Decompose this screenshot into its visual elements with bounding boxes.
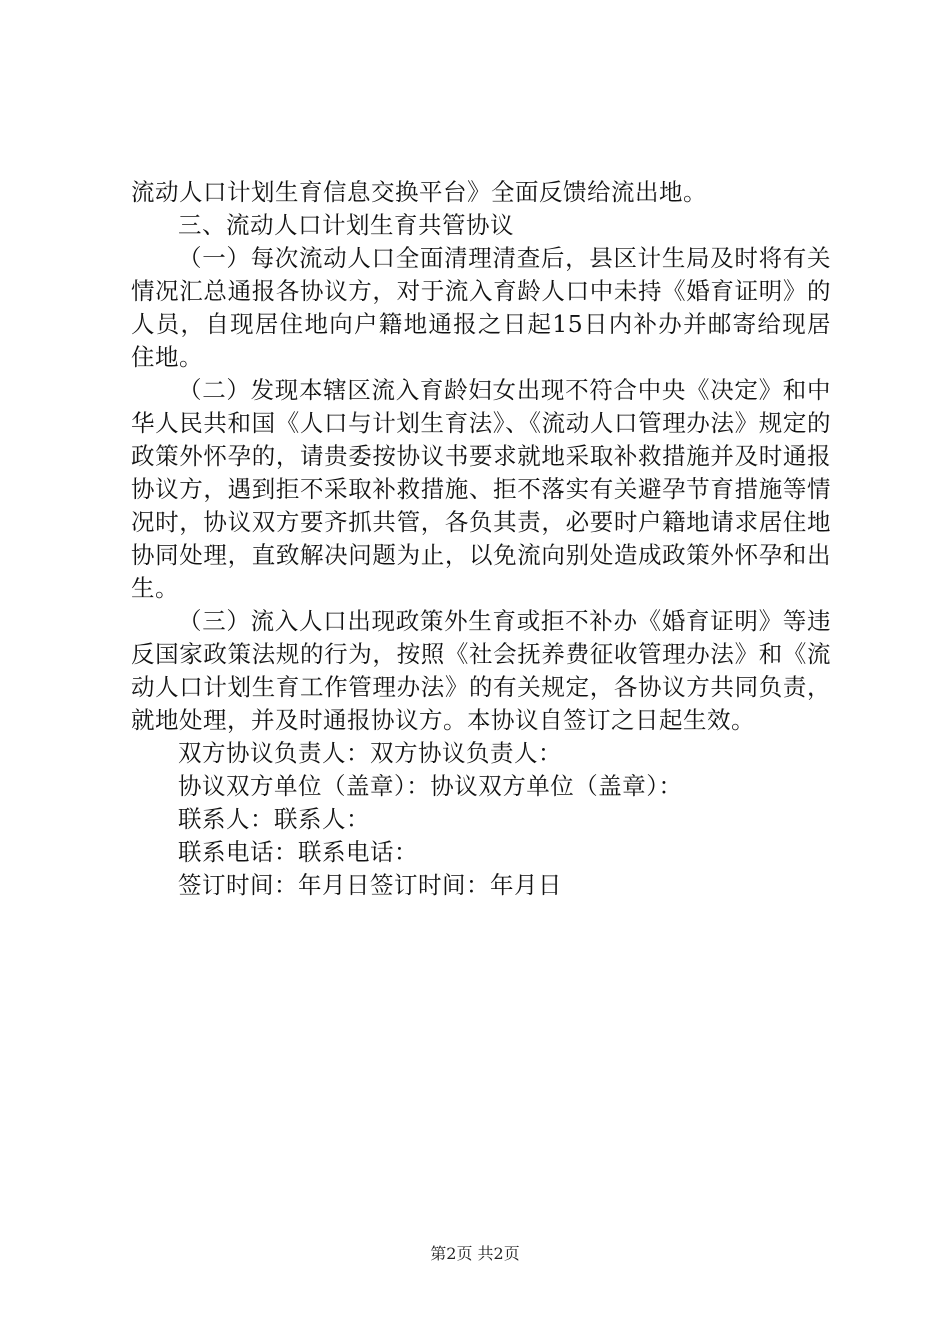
clause-1: （一）每次流动人口全面清理清查后，县区计生局及时将有关情况汇总通报各协议方，对于流入育龄人口中未持《婚育证明》的人员，自现居住地向户籍地通报之日起15日内补办并邮寄给现居住地。 <box>131 244 831 371</box>
signature-field-contact-person: 联系人：联系人： <box>178 805 370 833</box>
signature-field-unit-seal: 协议双方单位（盖章）：协议双方单位（盖章）： <box>178 772 683 800</box>
document-body <box>131 176 831 902</box>
clause-3: （三）流入人口出现政策外生育或拒不补办《婚育证明》等违反国家政策法规的行为，按照《社会抚养费征收管理办法》和《流动人口计划生育工作管理办法》的有关规定，各协议方共同负责，就地处理，并及时通报协议方。本协议自签订之日起生效。 <box>131 607 831 734</box>
clause-2: （二）发现本辖区流入育龄妇女出现不符合中央《决定》和中华人民共和国《人口与计划生育法》、《流动人口管理办法》规定的政策外怀孕的，请贵委按协议书要求就地采取补救措施并及时通报协议方，遇到拒不采取补救措施、拒不落实有关避孕节育措施等情况时，协议双方要齐抓共管，各负其责，必要时户籍地请求居住地协同处理，直致解决问题为止，以免流向别处造成政策外怀孕和出生。 <box>131 376 831 602</box>
paragraph-continuation: 流动人口计划生育信息交换平台》全面反馈给流出地。 <box>131 178 707 206</box>
signature-field-phone: 联系电话：联系电话： <box>178 838 418 866</box>
signature-block <box>131 737 831 902</box>
page-number-footer: 第2页 共2页 <box>430 1244 520 1263</box>
signature-field-date: 签订时间：年月日签订时间：年月日 <box>178 871 562 899</box>
signature-field-responsible-person: 双方协议负责人：双方协议负责人： <box>178 739 562 767</box>
section-heading: 三、流动人口计划生育共管协议 <box>178 211 514 239</box>
